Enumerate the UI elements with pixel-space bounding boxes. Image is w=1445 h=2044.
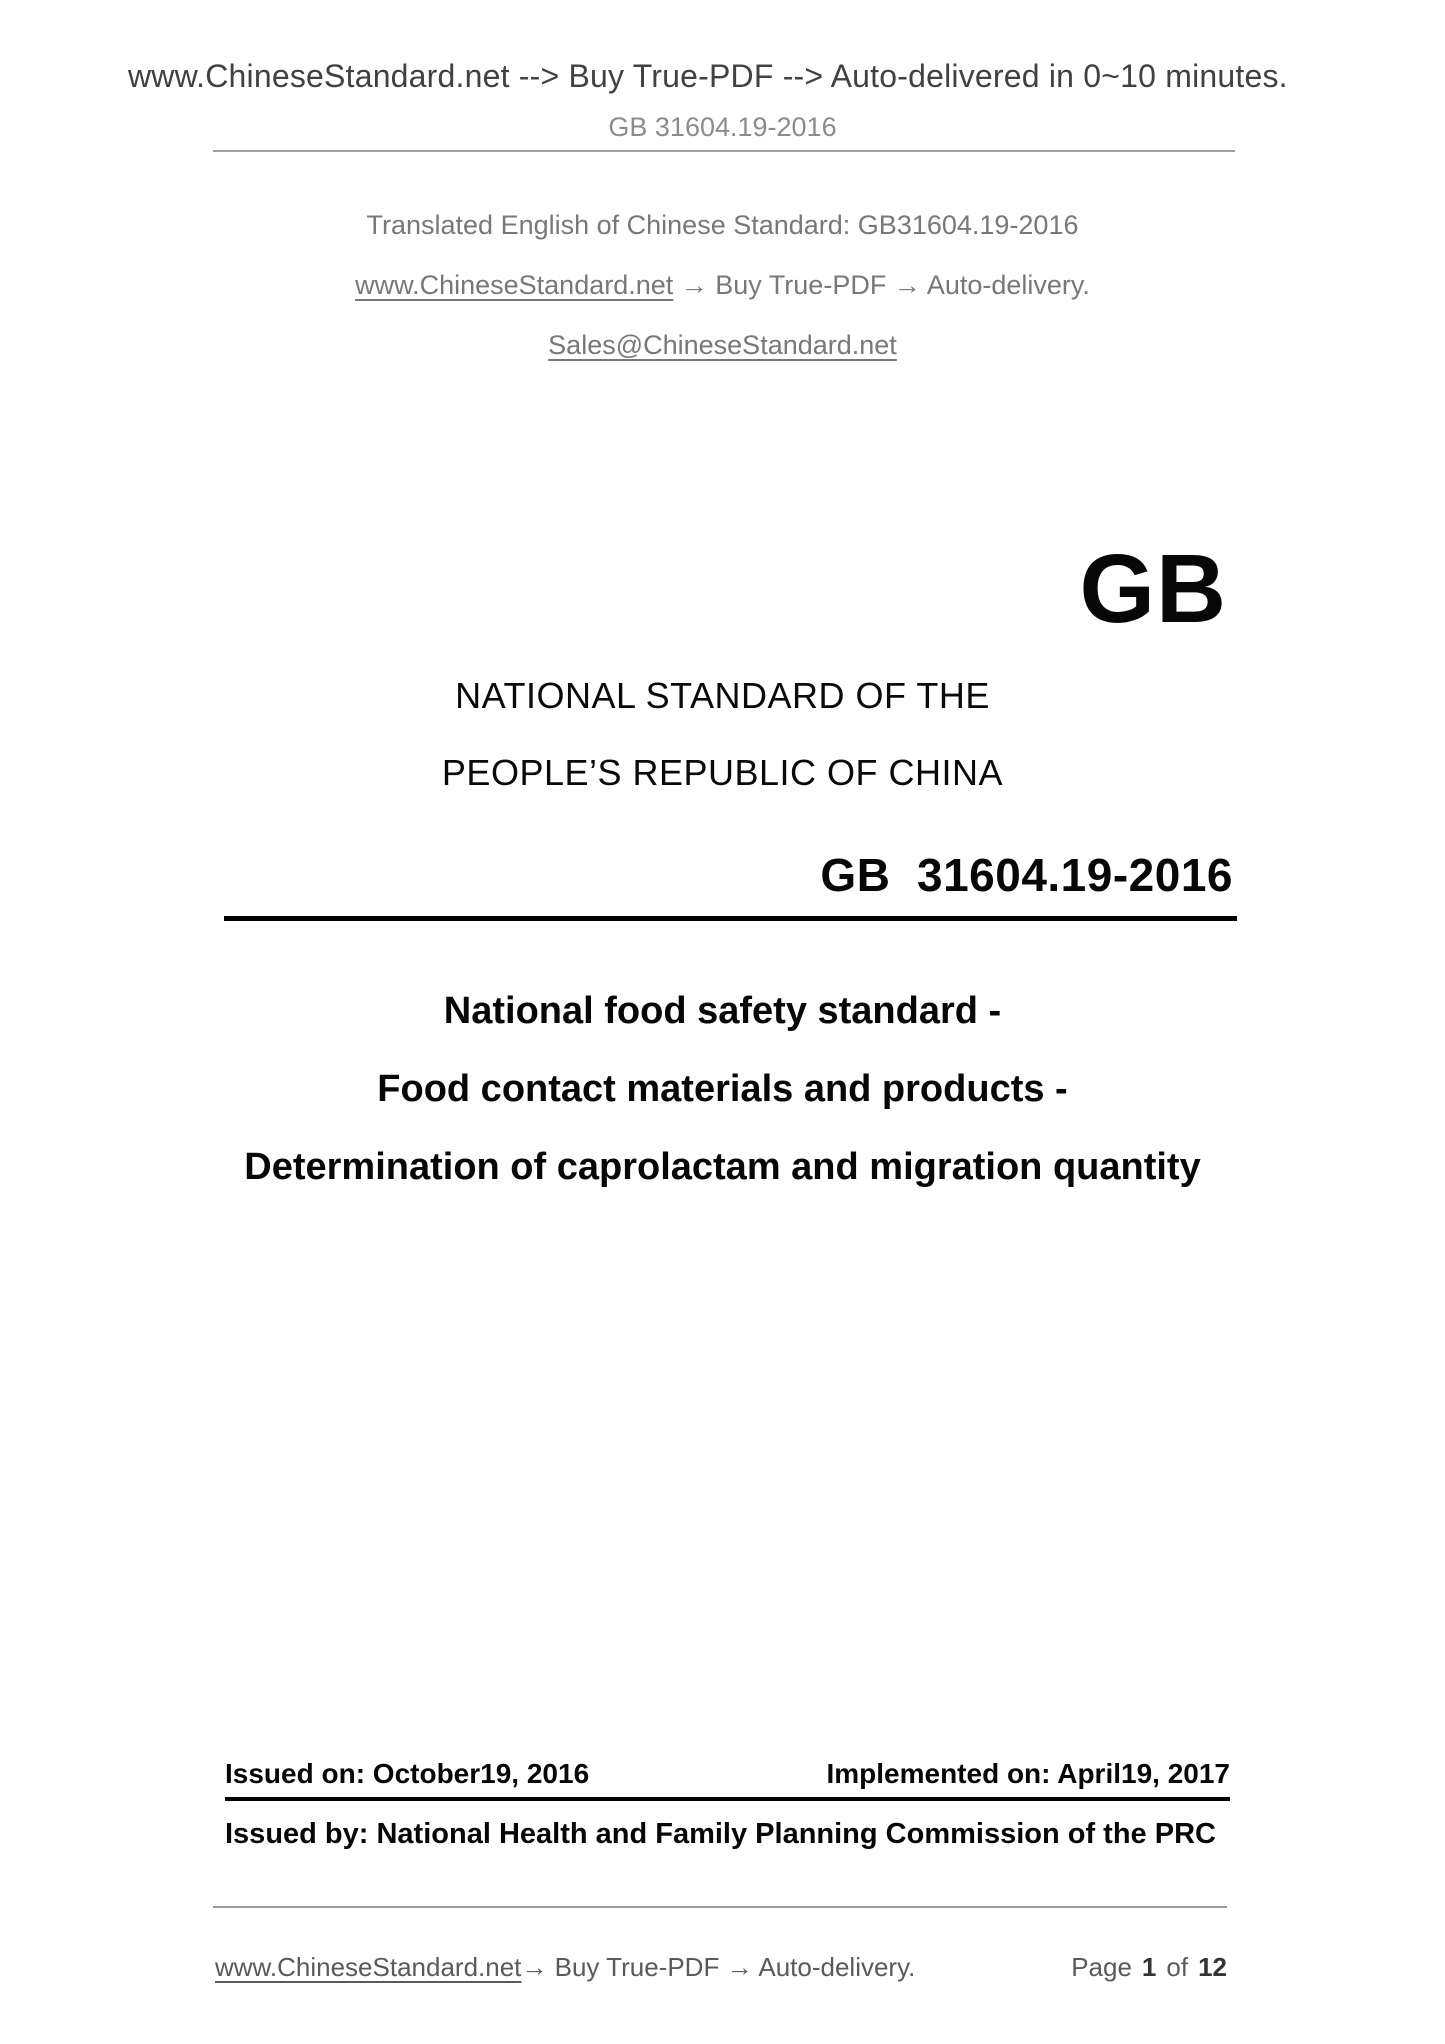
standard-code-underline <box>224 916 1237 921</box>
page-number: 1 <box>1141 1952 1157 1982</box>
standard-title-line2: Food contact materials and products - <box>377 1068 1068 1110</box>
standard-title-line3: Determination of caprolactam and migration quantity <box>244 1146 1201 1188</box>
page-label: Page <box>1071 1952 1132 1982</box>
buy-line-rest: → Buy True-PDF → Auto-delivery. <box>673 270 1090 300</box>
document-code-header: GB 31604.19-2016 <box>608 112 837 142</box>
issuance-row <box>225 1758 1230 1790</box>
issuance-divider <box>225 1797 1230 1801</box>
issued-on-text: Issued on: October19, 2016 <box>225 1758 590 1789</box>
email-link[interactable]: Sales@ChineseStandard.net <box>548 330 897 360</box>
issued-by-text: Issued by: National Health and Family Planning Commission of the PRC <box>225 1818 1216 1850</box>
footer-rest-text: → Buy True-PDF → Auto-delivery. <box>521 1952 916 1982</box>
page-indicator <box>1071 1952 1227 1983</box>
standard-heading-line1: NATIONAL STANDARD OF THE <box>455 675 990 716</box>
footer-website-link[interactable]: www.ChineseStandard.net <box>215 1952 522 1982</box>
implemented-on-text: Implemented on: April19, 2017 <box>826 1758 1230 1789</box>
email-line <box>0 330 1445 361</box>
standard-title-line1: National food safety standard - <box>443 990 1002 1032</box>
gb-logo: GB <box>1079 534 1227 643</box>
standard-code: GB 31604.19-2016 <box>820 849 1233 901</box>
website-link[interactable]: www.ChineseStandard.net <box>355 270 674 300</box>
of-label: of <box>1166 1952 1189 1982</box>
header-divider <box>213 150 1235 152</box>
footer-left <box>215 1952 915 1983</box>
buy-line <box>0 270 1445 301</box>
page-total: 12 <box>1198 1952 1227 1982</box>
footer <box>215 1952 1227 1983</box>
footer-divider <box>213 1906 1227 1908</box>
top-banner-line: www.ChineseStandard.net --> Buy True-PDF --> Auto-delivered in 0~10 minutes. <box>128 58 1288 94</box>
standard-heading-line2: PEOPLE’S REPUBLIC OF CHINA <box>441 752 1004 793</box>
translated-note: Translated English of Chinese Standard: GB31604.19-2016 <box>366 210 1079 240</box>
